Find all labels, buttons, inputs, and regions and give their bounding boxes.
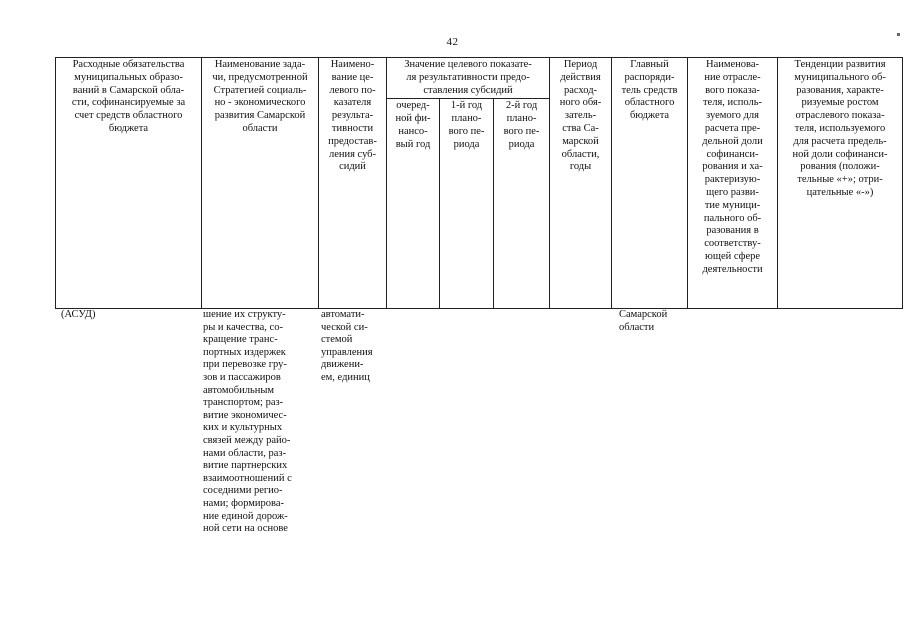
body-cell-col3: автомати- ческой си- стемой управления движени- ем, единиц [321,309,373,383]
scan-mark [897,33,900,36]
header-expense-obligations: Расходные обязательства муниципальных образо- ваний в Самарской обла- сти, софинансируемые за счет средств областного бюджета [56,58,202,309]
header-strategy-task: Наименование зада- чи, предусмотренной Стратегией социаль- но - экономического развития Самарской области [202,58,319,309]
header-sector-indicator-name: Наименова- ние отрасле- вого показа- теля, исполь- зуемого для расчета пре- дельной доли софинанси- рования и ха- рактеризую- щего разви- тие муници- пального об- разования в соответству- ющей сфере деятельности [688,58,778,309]
body-cell-col2: шение их структу- ры и качества, со- кращение транс- портных издержек при перевозке гру- зов и пассажиров автомобильным транспортом; раз- витие экономичес- ких и культурных связей между райо- нами области, раз- витие партнерских взаимоотношений с соседними регио- нами; формирова- ние единой дорож- ной сети на основе [203,309,292,535]
header-planning-year-2: 2-й год плано- вого пе- риода [494,99,550,309]
header-next-financial-year: очеред- ной фи- нансо- вый год [387,99,440,309]
body-cell-col1: (АСУД) [61,309,96,320]
header-development-trends: Тенденции развития муниципального об- разования, характе- ризуемые ростом отраслевого показа- теля, используемого для расчета предель- ной доли софинанси- рования (положи- тельные «+»; отри- цательные «-») [778,58,903,309]
body-cell-col6: Самарской области [619,309,668,333]
header-target-indicator-value: Значение целевого показате- ля результативности предо- ставления субсидий [387,58,550,99]
page-number: 42 [446,36,459,48]
header-target-indicator-name: Наимено- вание це- левого по- казателя результа- тивности предостав- ления суб- сидий [319,58,387,309]
header-chief-administrator: Главный распоряди- тель средств областного бюджета [612,58,688,309]
header-obligation-period: Период действия расход- ного обя- затель- ства Са- марской области, годы [550,58,612,309]
subsidy-table-header [55,57,903,309]
header-planning-year-1: 1-й год плано- вого пе- риода [440,99,494,309]
